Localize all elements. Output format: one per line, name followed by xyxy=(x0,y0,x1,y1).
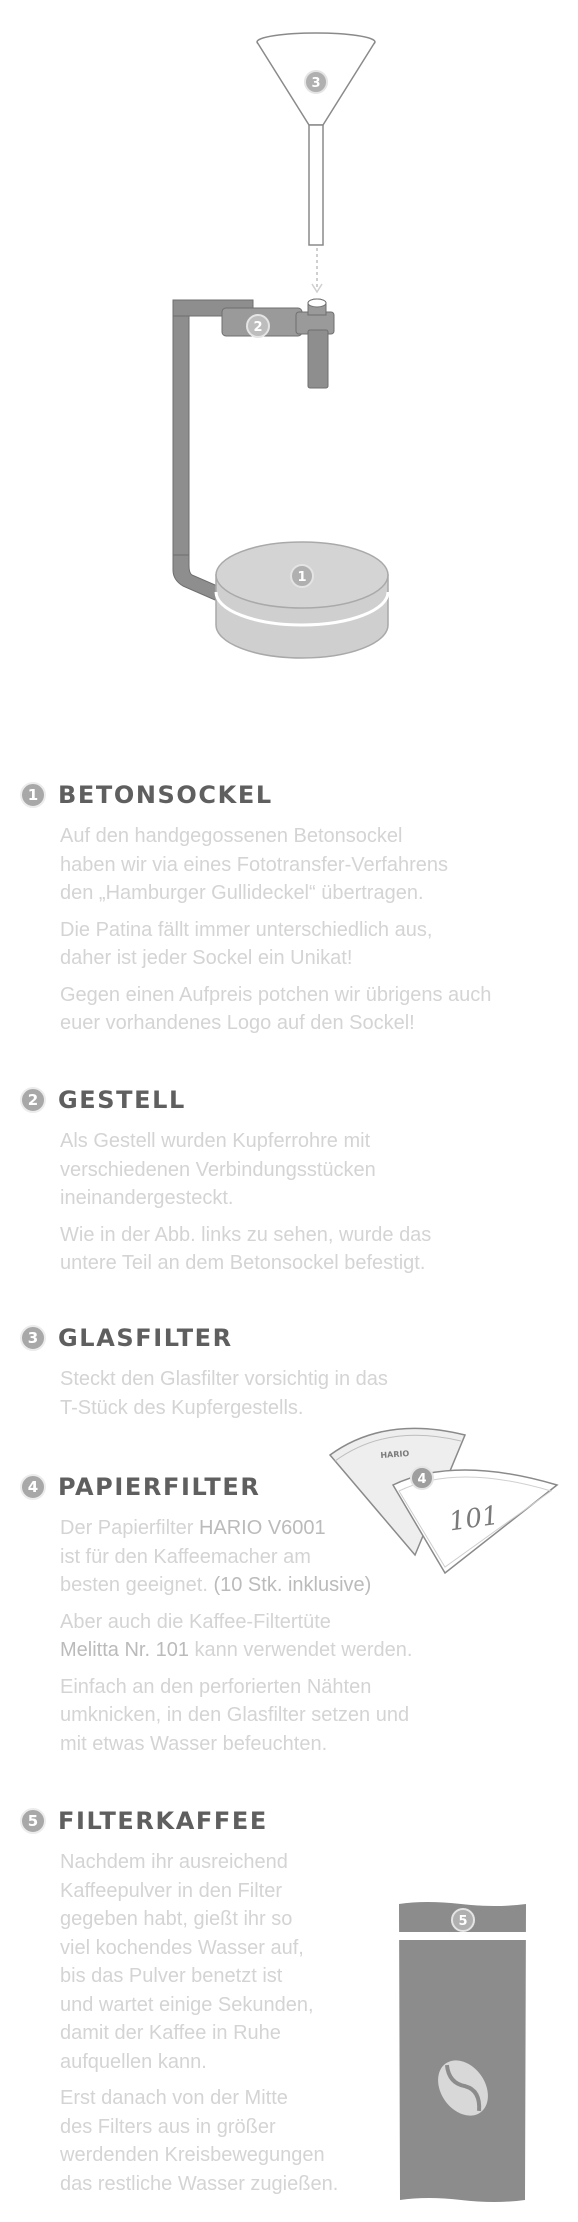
product-name-melitta: Melitta Nr. 101 xyxy=(60,1639,189,1661)
section-title: PAPIERFILTER xyxy=(58,1473,261,1501)
paragraph: Auf den handgegossenen Betonsockel haben wir via eines Fototransfer-Verfahrens den „Hamburger Gullideckel“ übertragen. xyxy=(60,825,448,904)
section-title: BETONSOCKEL xyxy=(58,781,273,809)
paragraph: Einfach an den perforierten Nähten umknicken, in den Glasfilter setzen und mit etwas Wasser befeuchten. xyxy=(60,1675,410,1755)
paragraph: Der Papierfilter HARIO V6001 ist für den Kaffeemacher am besten geeignet. (10 Stk. inklusive) xyxy=(60,1517,372,1596)
paragraph: Wie in der Abb. links zu sehen, wurde das untere Teil an dem Betonsockel befestigt. xyxy=(60,1223,432,1274)
svg-text:101: 101 xyxy=(447,1500,501,1538)
svg-text:3: 3 xyxy=(311,76,321,91)
section-number-badge: 4 xyxy=(20,1474,46,1500)
section-body xyxy=(60,1848,338,2206)
included-count: (10 Stk. inklusive) xyxy=(213,1574,372,1596)
section-title: FILTERKAFFEE xyxy=(58,1807,268,1835)
paragraph: Steckt den Glasfilter vorsichtig in das T-Stück des Kupfergestells. xyxy=(60,1368,388,1419)
coffee-bag-illustration xyxy=(395,1900,530,2205)
svg-text:5: 5 xyxy=(458,1914,468,1929)
section-header xyxy=(20,780,273,810)
paper-filter-illustration xyxy=(325,1405,565,1585)
section-header xyxy=(20,1472,260,1502)
section-header xyxy=(20,1085,186,1115)
paragraph: Aber auch die Kaffee-Filtertüte Melitta Nr. 101 kann verwendet werden. xyxy=(60,1610,413,1661)
section-title: GESTELL xyxy=(58,1086,186,1114)
paragraph: Erst danach von der Mitte des Filters aus in größer werdenden Kreisbewegungen das restliche Wasser zugießen. xyxy=(60,2087,339,2195)
section-number-badge: 5 xyxy=(20,1808,46,1834)
svg-text:2: 2 xyxy=(253,320,263,335)
section-body xyxy=(60,822,491,1046)
paragraph: Nachdem ihr ausreichend Kaffeepulver in den Filter gegeben habt, gießt ihr so viel kochendes Wasser auf, bis das Pulver benetzt ist und wartet einige Sekunden, damit der Kaffee in Ruhe aufquellen kann. xyxy=(60,1851,314,2073)
paragraph: Die Patina fällt immer unterschiedlich aus, daher ist jeder Sockel ein Unikat! xyxy=(60,918,433,969)
paragraph: Als Gestell wurden Kupferrohre mit verschiedenen Verbindungsstücken ineinandergesteckt. xyxy=(60,1130,376,1209)
section-number-badge: 1 xyxy=(20,782,46,808)
svg-text:1: 1 xyxy=(297,570,307,585)
section-number-badge: 3 xyxy=(20,1325,46,1351)
section-header xyxy=(20,1806,268,1836)
svg-text:4: 4 xyxy=(417,1472,427,1487)
section-header xyxy=(20,1323,233,1353)
product-name-hario: HARIO V6001 xyxy=(198,1517,326,1539)
svg-text:HARIO: HARIO xyxy=(380,1449,410,1461)
section-number-badge: 2 xyxy=(20,1087,46,1113)
hero-illustration xyxy=(0,0,578,700)
paragraph: Gegen einen Aufpreis potchen wir übrigens auch euer vorhandenes Logo auf den Sockel! xyxy=(60,983,492,1034)
concrete-base xyxy=(216,542,388,658)
glass-funnel xyxy=(257,33,375,245)
section-title: GLASFILTER xyxy=(58,1324,233,1352)
section-body xyxy=(60,1127,431,1286)
